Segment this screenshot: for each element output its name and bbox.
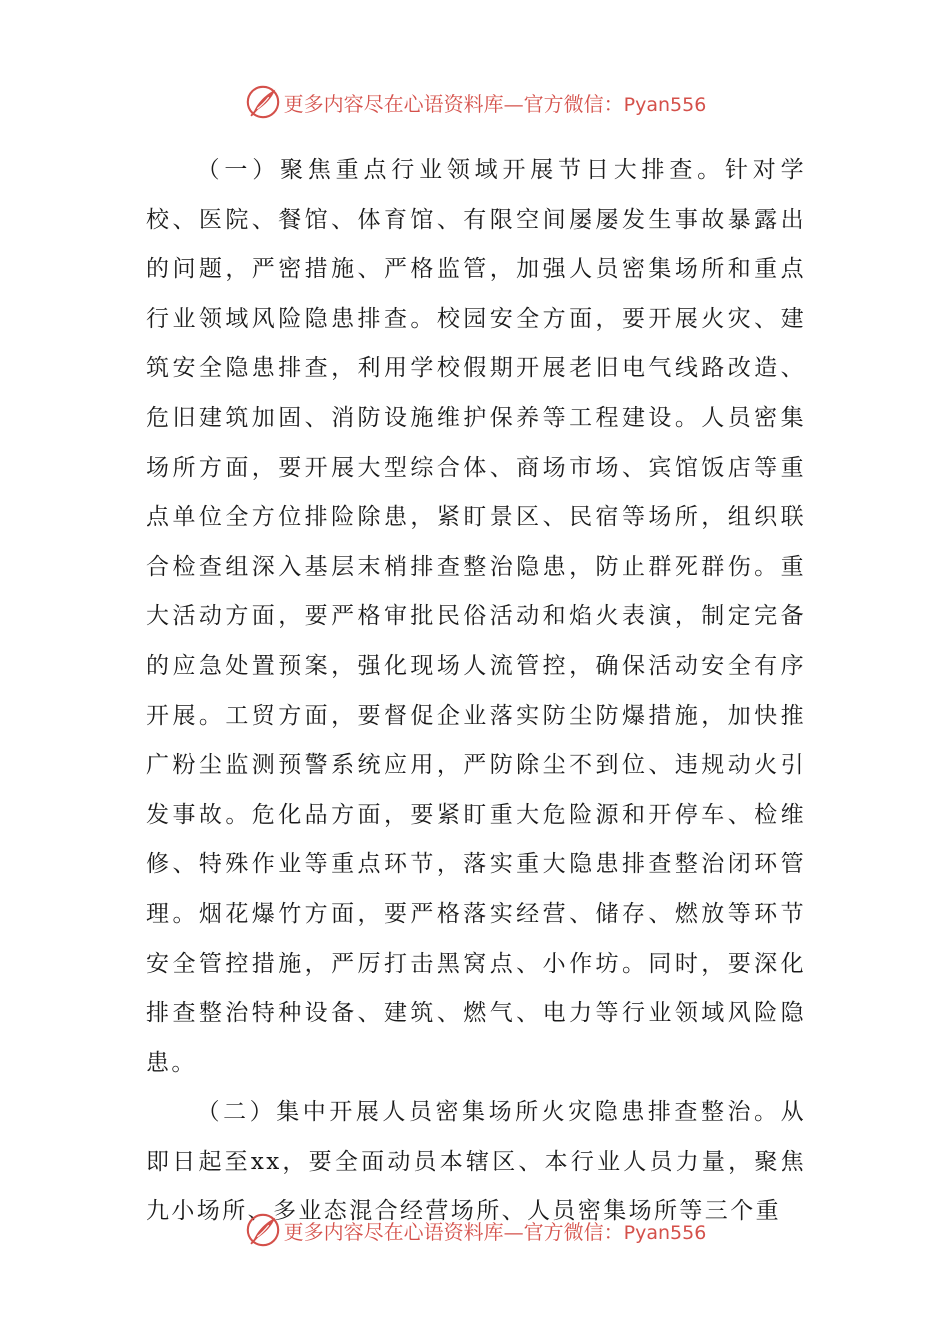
watermark-text: 更多内容尽在心语资料库—官方微信：Pyan556	[283, 1219, 707, 1244]
document-body	[146, 146, 806, 1237]
footer-watermark-banner	[0, 1208, 950, 1252]
feather-quill-icon	[244, 83, 282, 121]
header-watermark-banner	[0, 80, 950, 124]
watermark-text: 更多内容尽在心语资料库—官方微信：Pyan556	[283, 91, 707, 116]
paragraph-1: （一）聚焦重点行业领域开展节日大排查。针对学校、医院、餐馆、体育馆、有限空间屡屡发生事故暴露出的问题，严密措施、严格监管，加强人员密集场所和重点行业领域风险隐患排查。校园安全方面，要开展火灾、建筑安全隐患排查，利用学校假期开展老旧电气线路改造、危旧建筑加固、消防设施维护保养等工程建设。人员密集场所方面，要开展大型综合体、商场市场、宾馆饭店等重点单位全方位排险除患，紧盯景区、民宿等场所，组织联合检查组深入基层末梢排查整治隐患，防止群死群伤。重大活动方面，要严格审批民俗活动和焰火表演，制定完备的应急处置预案，强化现场人流管控，确保活动安全有序开展。工贸方面，要督促企业落实防尘防爆措施，加快推广粉尘监测预警系统应用，严防除尘不到位、违规动火引发事故。危化品方面，要紧盯重大危险源和开停车、检维修、特殊作业等重点环节，落实重大隐患排查整治闭环管理。烟花爆竹方面，要严格落实经营、储存、燃放等环节安全管控措施，严厉打击黑窝点、小作坊。同时，要深化排查整治特种设备、建筑、燃气、电力等行业领域风险隐患。	[146, 157, 806, 1076]
feather-quill-icon	[244, 1211, 282, 1249]
wechat-id: Pyan556	[623, 1221, 707, 1244]
wechat-id: Pyan556	[623, 93, 707, 116]
paragraph-2: （二）集中开展人员密集场所火灾隐患排查整治。从即日起至xx，要全面动员本辖区、本行业人员力量，聚焦九小场所、多业态混合经营场所、人员密集场所等三个重	[146, 1099, 806, 1225]
